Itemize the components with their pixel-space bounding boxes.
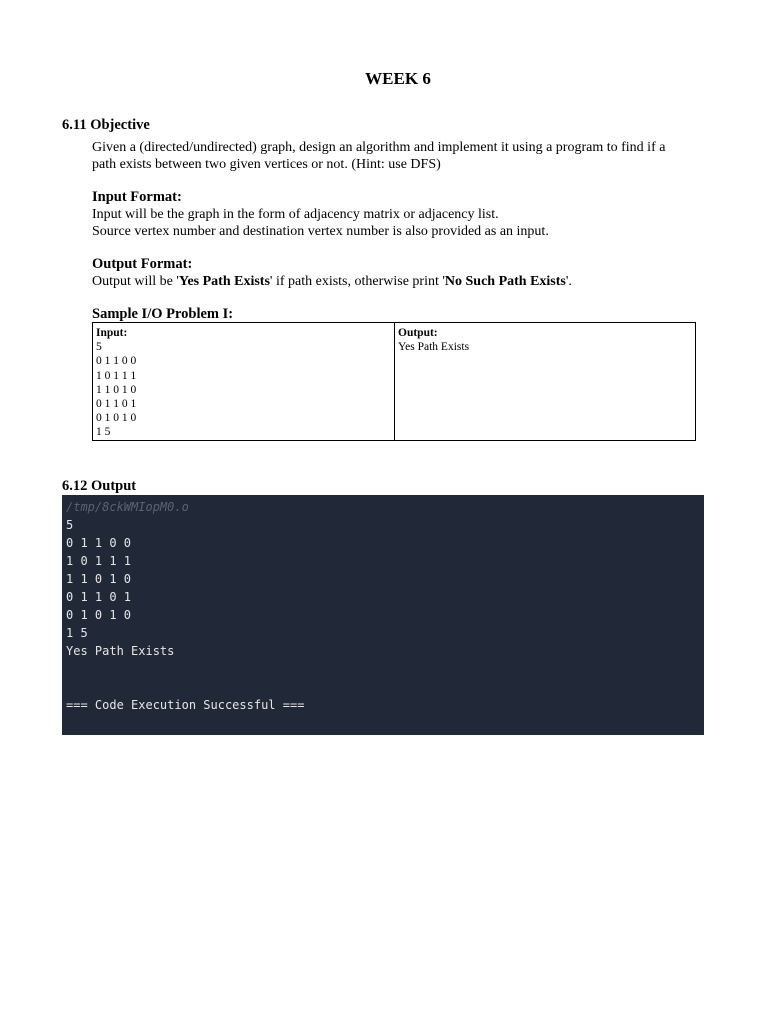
terminal-line: 1 0 1 1 1 [66, 554, 132, 568]
terminal-line: 1 5 [66, 626, 88, 640]
input-format-heading: Input Format: [92, 189, 182, 205]
input-line: 0 1 1 0 1 [96, 398, 137, 411]
page-title: WEEK 6 [365, 69, 431, 88]
sample-io-table [92, 322, 696, 441]
objective-heading: 6.11 Objective [62, 117, 150, 133]
no-path-text: No Such Path Exists [444, 274, 566, 289]
input-line: 5 [96, 341, 102, 354]
terminal-output [62, 495, 704, 735]
yes-path-text: Yes Path Exists [178, 274, 270, 289]
output-format-heading: Output Format: [92, 256, 193, 272]
terminal-line: 0 1 1 0 1 [66, 590, 132, 604]
terminal-result-line: Yes Path Exists [66, 644, 175, 658]
input-line: 1 1 0 1 0 [96, 383, 137, 396]
output-format-suffix: '. [565, 274, 572, 289]
input-line: 0 1 0 1 0 [96, 412, 137, 425]
sample-input-cell [93, 323, 395, 440]
terminal-blank-line [66, 660, 700, 678]
output-format-middle: ' if path exists, otherwise print ' [269, 274, 445, 289]
objective-text: Given a (directed/undirected) graph, design an algorithm and implement it using a program to find if a path exists between two given vertices or not. (Hint: use DFS) [92, 140, 666, 172]
input-format-line-2: Source vertex number and destination vertex number is also provided as an input. [92, 224, 549, 239]
input-format-line-1: Input will be the graph in the form of adjacency matrix or adjacency list. [92, 207, 499, 222]
terminal-path: /tmp/8ckWMIopM0.o [66, 500, 189, 514]
output-label: Output: [398, 327, 438, 339]
output-format-text [92, 273, 692, 290]
terminal-line: 0 1 0 1 0 [66, 608, 132, 622]
terminal-line: 1 1 0 1 0 [66, 572, 132, 586]
terminal-blank-line [66, 678, 700, 696]
sample-output-cell [395, 323, 695, 440]
input-label: Input: [96, 327, 128, 339]
input-line: 1 5 [96, 426, 111, 439]
terminal-status-line: === Code Execution Successful === [66, 698, 305, 712]
terminal-line: 5 [66, 518, 74, 532]
terminal-line: 0 1 1 0 0 [66, 536, 132, 550]
output-line: Yes Path Exists [398, 341, 470, 354]
output-section-heading: 6.12 Output [62, 478, 137, 494]
input-line: 0 1 1 0 0 [96, 355, 137, 368]
input-line: 1 0 1 1 1 [96, 369, 137, 382]
output-format-prefix: Output will be ' [92, 274, 179, 289]
sample-io-heading: Sample I/O Problem I: [92, 306, 234, 322]
